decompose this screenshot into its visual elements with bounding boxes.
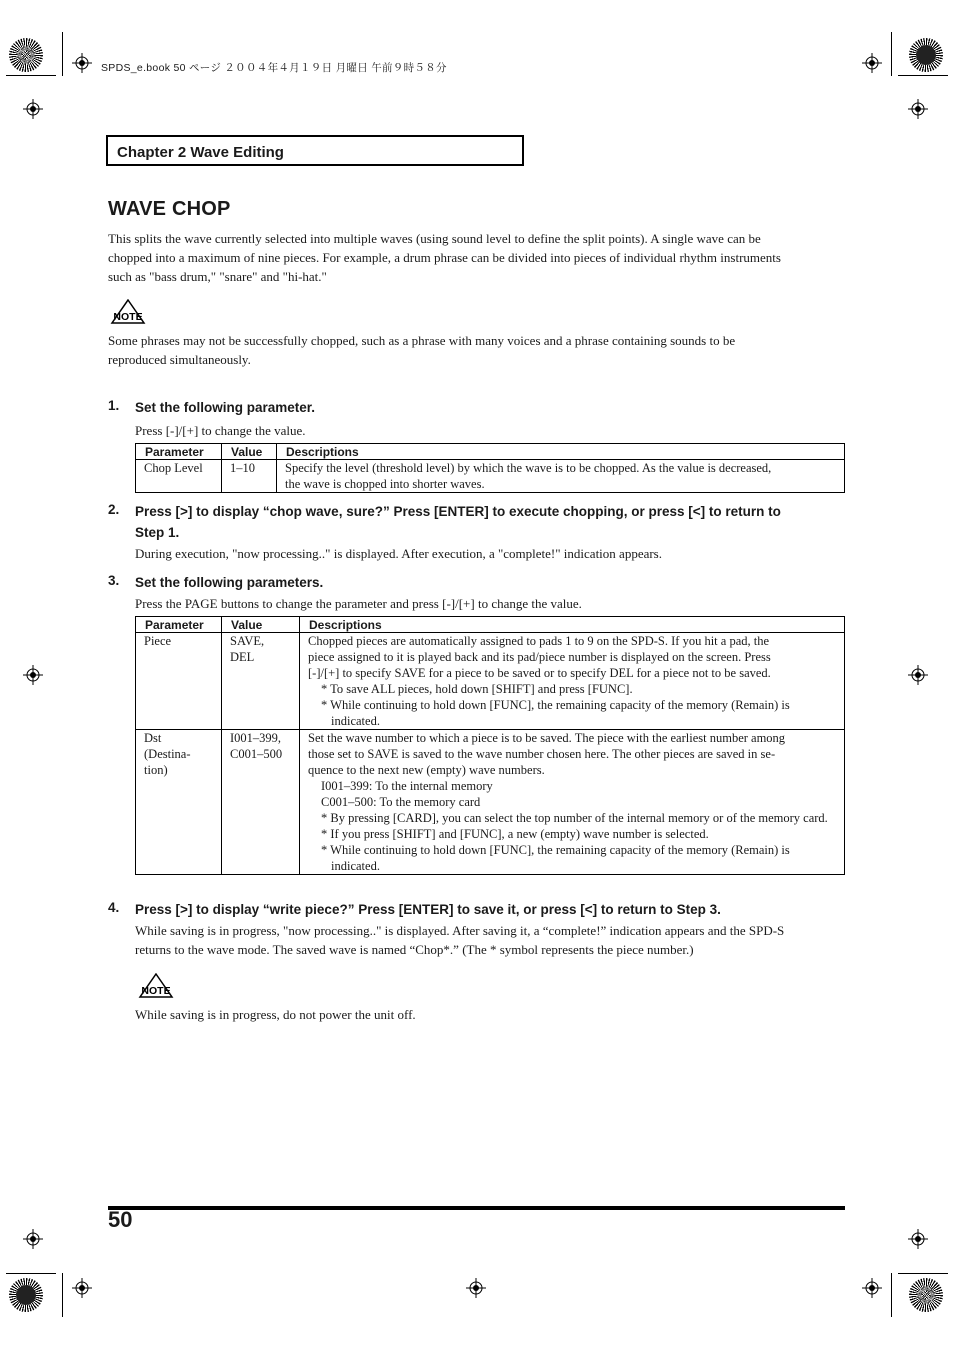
note-paragraph: While saving is in progress, do not power the unit off. <box>135 1007 416 1022</box>
sunburst-mark-icon <box>9 38 43 72</box>
chapter-label: Chapter 2 Wave Editing <box>117 144 284 161</box>
sunburst-mark-icon <box>909 1278 943 1312</box>
step-title: Press [>] to display “chop wave, sure?” Press [ENTER] to execute chopping, or press [<] to return to Step 1. <box>135 504 781 540</box>
step-title: Set the following parameters. <box>135 575 324 590</box>
sunburst-mark-icon <box>909 38 943 72</box>
parameter-table <box>135 443 845 493</box>
step-title: Set the following parameter. <box>135 400 316 415</box>
table-row <box>136 633 845 730</box>
sunburst-mark-icon <box>9 1278 43 1312</box>
parameter-table <box>135 616 845 875</box>
value-cell: 1–10 <box>222 460 277 493</box>
step-number: 4. <box>108 900 120 915</box>
registration-mark-icon <box>908 665 928 685</box>
table-row <box>136 730 845 875</box>
step-description: Press the PAGE buttons to change the parameter and press [-]/[+] to change the value. <box>135 596 582 611</box>
table-header: Parameter <box>136 617 222 633</box>
step-number: 3. <box>108 573 120 588</box>
param-cell: Piece <box>136 633 222 730</box>
registration-mark-icon <box>908 1229 928 1249</box>
step-title: Press [>] to display “write piece?” Press [ENTER] to save it, or press [<] to return to Step 3. <box>135 902 721 917</box>
desc-cell: Set the wave number to which a piece is to be saved. The piece with the earliest number among those set to SAVE is saved to the wave number chosen here. The other pieces are saved in se- quence to the next new (empty) wave numbers. I001–399: To the internal memory C001–500: To the memory card * By pressing [CARD], you can select the top number of the internal memory or of the memory card. * If you press [SHIFT] and [FUNC], a new (empty) wave number is selected. * While continuing to hold down [FUNC], the remaining capacity of the memory (Remain) is indicated. <box>300 730 845 875</box>
table-row <box>136 460 845 493</box>
step-number: 2. <box>108 502 120 517</box>
table-header: Descriptions <box>277 444 845 460</box>
footer-rule <box>108 1206 845 1210</box>
step-description: During execution, "now processing.." is displayed. After execution, a "complete!" indication appears. <box>135 546 662 561</box>
registration-mark-icon <box>908 99 928 119</box>
param-cell: Chop Level <box>136 460 222 493</box>
svg-text:NOTE: NOTE <box>113 311 143 323</box>
svg-text:NOTE: NOTE <box>141 985 171 997</box>
value-cell: SAVE, DEL <box>222 633 300 730</box>
table-header: Parameter <box>136 444 222 460</box>
step-number: 1. <box>108 398 120 413</box>
registration-mark-icon <box>72 1278 92 1298</box>
desc-cell: Specify the level (threshold level) by which the wave is to be chopped. As the value is decreased, the wave is chopped into shorter waves. <box>277 460 845 493</box>
param-cell: Dst (Destina- tion) <box>136 730 222 875</box>
note-paragraph: Some phrases may not be successfully chopped, such as a phrase with many voices and a phrase containing sounds to be reproduced simultaneously. <box>108 333 736 367</box>
intro-paragraph: This splits the wave currently selected into multiple waves (using sound level to define the split points). A single wave can be chopped into a maximum of nine pieces. For example, a drum phrase can be divided into pieces of individual rhythm instruments such as "bass drum," "snare" and "hi-hat." <box>108 231 781 284</box>
registration-mark-icon <box>466 1278 486 1298</box>
registration-mark-icon <box>862 1278 882 1298</box>
registration-mark-icon <box>23 665 43 685</box>
desc-cell: Chopped pieces are automatically assigned to pads 1 to 9 on the SPD-S. If you hit a pad, the piece assigned to it is played back and its pad/piece number is displayed on the screen. Press [-]/[+] to specify SAVE for a piece to be saved or to specify DEL for a piece not to be saved. * To save ALL pieces, hold down [SHIFT] and press [FUNC]. * While continuing to hold down [FUNC], the remaining capacity of the memory (Remain) is indicated. <box>300 633 845 730</box>
step-description: While saving is in progress, "now processing.." is displayed. After saving it, a “complete!” indication appears and the SPD-S returns to the wave mode. The saved wave is named “Chop*.” (The * symbol represents the piece number.) <box>135 923 785 957</box>
page-number: 50 <box>108 1207 133 1232</box>
note-icon <box>110 299 146 325</box>
step-description: Press [-]/[+] to change the value. <box>135 423 306 438</box>
registration-mark-icon <box>862 53 882 73</box>
note-icon <box>138 973 174 999</box>
value-cell: I001–399, C001–500 <box>222 730 300 875</box>
registration-mark-icon <box>23 1229 43 1249</box>
table-header: Value <box>222 444 277 460</box>
section-title: WAVE CHOP <box>108 198 231 220</box>
chapter-banner <box>106 135 524 166</box>
print-header: SPDS_e.book 50 ページ ２００４年４月１９日 月曜日 午前９時５８分 <box>101 62 447 74</box>
table-header: Descriptions <box>300 617 845 633</box>
registration-mark-icon <box>23 99 43 119</box>
table-header: Value <box>222 617 300 633</box>
registration-mark-icon <box>72 53 92 73</box>
